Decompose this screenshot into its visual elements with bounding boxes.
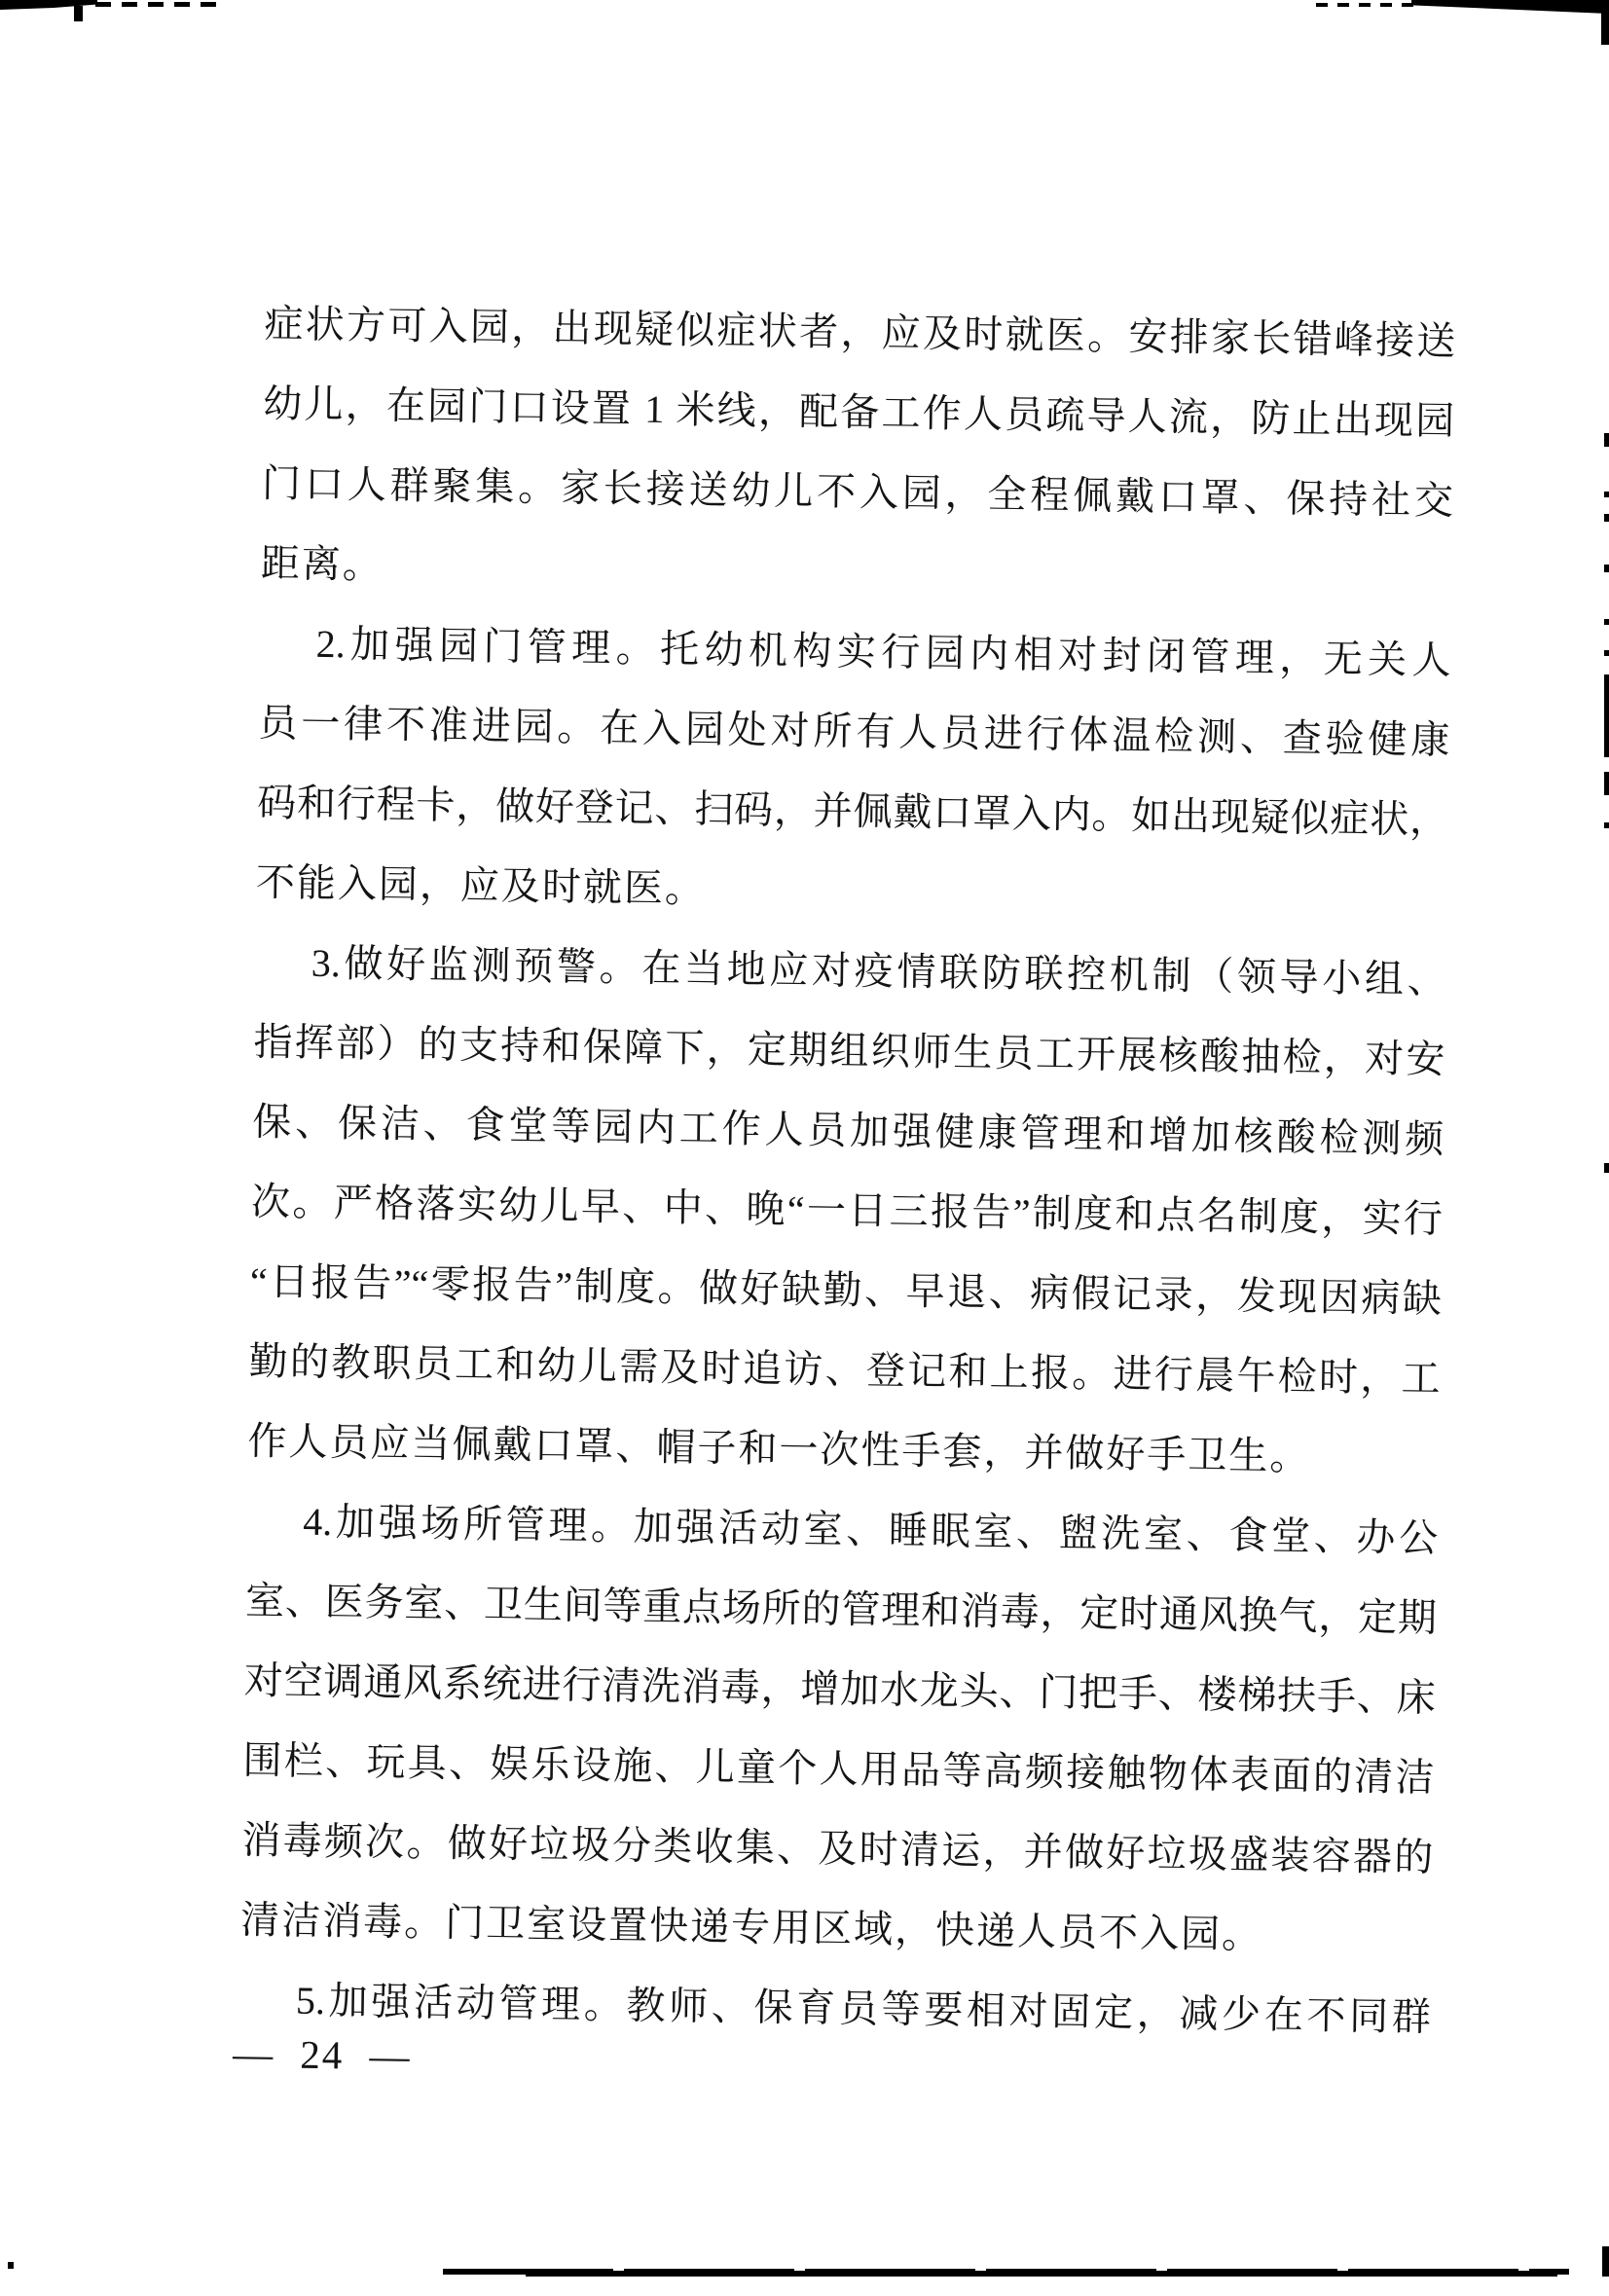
text-line: 作人员应当佩戴口罩、帽子和一次性手套，并做好手卫生。 bbox=[247, 1418, 1311, 1479]
text-line: 3.做好监测预警。在当地应对疫情联防联控机制（领导小组、 bbox=[311, 940, 1446, 1002]
text-line: 消毒频次。做好垃圾分类收集、及时清运，并做好垃圾盛装容器的 bbox=[241, 1817, 1434, 1879]
scan-artifact-right-edge-bar bbox=[1604, 674, 1609, 757]
text-line: 症状方可入园，出现疑似症状者，应及时就医。安排家长错峰接送 bbox=[264, 301, 1456, 364]
text-line: 幼儿，在园门口设置 1 米线，配备工作人员疏导人流，防止出现园 bbox=[262, 381, 1455, 444]
text-line: 指挥部）的支持和保障下，定期组织师生员工开展核酸抽检，对安 bbox=[253, 1019, 1445, 1082]
scan-artifact-top-right-dashes bbox=[1316, 3, 1418, 7]
text-line: 室、医务室、卫生间等重点场所的管理和消毒，定时通风换气，定期 bbox=[244, 1578, 1438, 1641]
text-line: 清洁消毒。门卫室设置快递专用区域，快递人员不入园。 bbox=[239, 1897, 1263, 1957]
scan-artifact-bottom-right-tick bbox=[1602, 2246, 1609, 2277]
text-line: 2.加强园门管理。托幼机构实行园内相对封闭管理，无关人 bbox=[315, 621, 1451, 683]
scan-artifact-right-edge-dash bbox=[1604, 619, 1609, 625]
page-number bbox=[233, 2030, 412, 2080]
text-line: 保、保洁、食堂等园内工作人员加强健康管理和增加核酸检测频 bbox=[252, 1099, 1444, 1162]
text-line: 围栏、玩具、娱乐设施、儿童个人用品等高频接触物体表面的清洁 bbox=[242, 1737, 1435, 1800]
text-line: “日报告”“零报告”制度。做好缺勤、早退、病假记录，发现因病缺 bbox=[249, 1258, 1443, 1322]
text-line: 4.加强场所管理。加强活动室、睡眠室、盥洗室、食堂、办公 bbox=[302, 1499, 1439, 1561]
text-line: 不能入园，应及时就医。 bbox=[255, 859, 707, 911]
page-number-text: — 24 — bbox=[232, 2030, 412, 2079]
text-line: 5.加强活动管理。教师、保育员等要相对固定，减少在不同群 bbox=[295, 1978, 1432, 2039]
text-line: 码和行程卡，做好登记、扫码，并佩戴口罩入内。如出现疑似症状， bbox=[256, 780, 1449, 843]
text-line: 对空调通风系统进行清洗消毒，增加水龙头、门把手、楼梯扶手、床 bbox=[243, 1658, 1437, 1720]
scan-artifact-right-edge-dash bbox=[1604, 822, 1609, 828]
document-body bbox=[238, 284, 1456, 2058]
scan-artifact-right-edge-dash bbox=[1604, 1163, 1609, 1173]
scan-artifact-right-edge-dash bbox=[1604, 772, 1609, 795]
text-line: 员一律不准进园。在入园处对所有人员进行体温检测、查验健康 bbox=[258, 700, 1450, 763]
text-line: 次。严格落实幼儿早、中、晚“一日三报告”制度和点名制度，实行 bbox=[250, 1179, 1444, 1242]
text-line: 距离。 bbox=[260, 540, 384, 587]
scan-artifact-right-edge-dash bbox=[1604, 650, 1609, 656]
text-line: 门口人群聚集。家长接送幼儿不入园，全程佩戴口罩、保持社交 bbox=[261, 460, 1454, 524]
text-line: 勤的教职员工和幼儿需及时追访、登记和上报。进行晨午检时，工 bbox=[248, 1338, 1441, 1402]
scan-artifact-top-right bbox=[1411, 0, 1609, 14]
